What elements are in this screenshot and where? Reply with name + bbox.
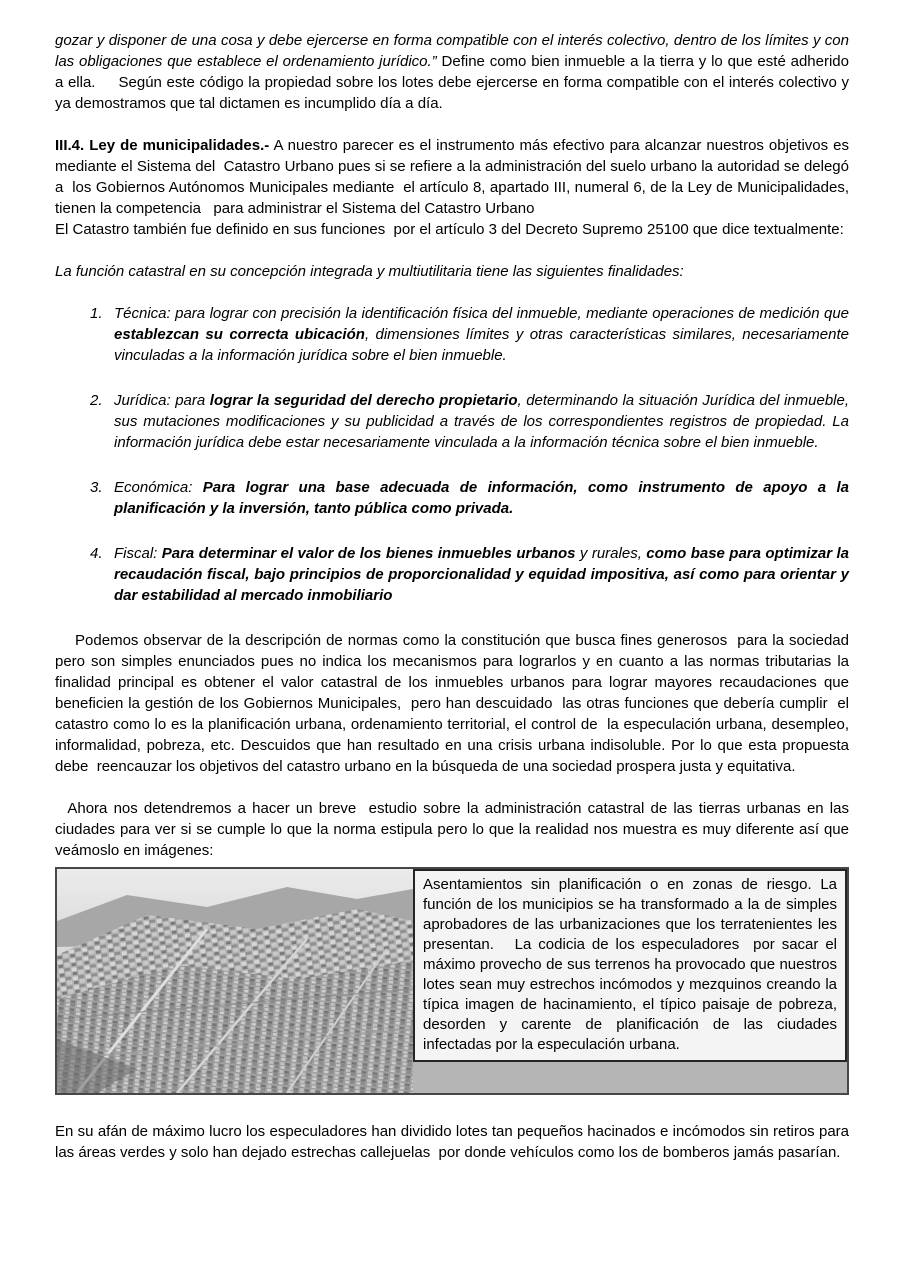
list-item-text [114,543,854,606]
paragraph-section-heading [55,135,854,219]
list-text-bold-segment: establezcan su correcta ubicación [114,326,365,343]
paragraph-afan-lucro [55,1121,854,1163]
figure-asentamientos [55,867,849,1095]
quoted-legal-text: gozar y disponer de una cosa y debe ejercerse en forma compatible con el interés colectivo, dentro de los límites y con las obligaciones que establece el ordenamiento jurídico.” [55,32,854,70]
paragraph-ahora [55,798,854,861]
list-text-bold-segment: lograr la seguridad del derecho propietario [209,392,518,409]
hillside-city-photo [57,869,413,1093]
list-text-bold-segment: Para determinar el valor de los bienes inmuebles urbanos [161,545,576,562]
list-text-segment: Jurídica: para [114,392,210,409]
list-item-text [114,390,854,453]
paragraph-text: El Catastro también fue definido en sus funciones por el artículo 3 del Decreto Supremo 25100 que dice textualmente: [55,221,844,238]
list-number: 2. [90,392,103,409]
list-text-segment: Técnica: para lograr con precisión la identificación física del inmueble, mediante operaciones de medición que [114,305,854,322]
list-text-segment: Fiscal: [114,545,162,562]
list-text-segment: , dimensiones límites y otras características similares, necesariamente vinculadas a la información jurídica sobre el bien inmueble. [114,326,854,364]
figure-caption-column [413,869,847,1093]
paragraph-decreto [55,219,849,240]
figure-caption-text: Asentamientos sin planificación o en zonas de riesgo. La función de los municipios se ha transformado a la de simples aprobadores de las urbanizaciones que los terratenientes les presentan. La codicia de los especuladores por sacar el máximo provecho de sus terrenos ha provocado que nuestros lotes sean muy estrechos incómodos y mezquinos creando la típica imagen de hacinamiento, el típico paisaje de pobreza, desorden y carente de planificación de las ciudades infectadas por la especulación urbana. [423,876,842,1053]
list-item-text [114,303,854,366]
paragraph-text: En su afán de máximo lucro los especuladores han dividido lotes tan pequeños hacinados e incómodos sin retiros para las áreas verdes y solo han dejado estrechas callejuelas por donde vehículos como los de bomberos jamás pasarían. [55,1123,854,1161]
paragraph-text: Define como bien inmueble a la tierra y lo que esté adherido a ella. Según este código la propiedad sobre los lotes debe ejercerse en forma compatible con el interés colectivo y ya demostramos que tal dictamen es incumplido día a día. [55,53,854,112]
paragraph-text: A nuestro parecer es el instrumento más efectivo para alcanzar nuestros objetivos es mediante el Sistema del Catastro Urbano pues si se refiere a la administración del suelo urbano la autoridad se delegó a los Gobiernos Autónomos Municipales mediante el artículo 8, apartado III, numeral 6, de la Ley de Municipalidades, tienen la competencia para administrar el Sistema del Catastro Urbano [55,137,854,217]
list-number: 4. [90,545,103,562]
section-heading: III.4. Ley de municipalidades.- [55,137,270,154]
list-item-economica [55,477,854,519]
paragraph-text: La función catastral en su concepción integrada y multiutilitaria tiene las siguientes finalidades: [55,263,684,280]
figure-caption-box [413,869,847,1062]
list-item-text [114,477,854,519]
list-text-bold-segment: Para lograr una base adecuada de información, como instrumento de apoyo a la planificación y la inversión, tanto pública como privada. [114,479,854,517]
paragraph-podemos-observar [55,630,854,777]
finalidades-list [55,303,854,606]
paragraph-text: Ahora nos detendremos a hacer un breve estudio sobre la administración catastral de las tierras urbanas en las ciudades para ver si se cumple lo que la norma estipula pero lo que la realidad nos muestra es muy diferente así que veámoslo en imágenes: [55,800,854,859]
list-item-fiscal [55,543,854,606]
list-text-segment: , determinando la situación Jurídica del inmueble, sus mutaciones modificaciones y su publicidad a través de los correspondientes registros de propiedad. La información jurídica debe estar necesariamente vinculada a la información técnica sobre el bien inmueble. [114,392,854,451]
list-text-segment: y rurales, [575,545,647,562]
list-text-bold-segment: como base para optimizar la recaudación fiscal, bajo principios de proporcionalidad y equidad impositiva, así como para orientar y dar estabilidad al mercado inmobiliario [114,545,854,604]
list-item-tecnica [55,303,854,366]
list-item-juridica [55,390,854,453]
paragraph-funcion-catastral [55,261,849,282]
list-number: 1. [90,305,103,322]
paragraph-text: Podemos observar de la descripción de normas como la constitución que busca fines generosos para la sociedad pero son simples enunciados pues no indica los mecanismos para lograrlos y en cuanto a las normas tributarias la finalidad principal es obtener el valor catastral de los inmuebles urbanos para lograr mayores recaudaciones que beneficien la gestión de los Gobiernos Municipales, pero han descuidado las otras funciones que debería cumplir el catastro como lo es la planificación urbana, ordenamiento territorial, el control de la especulación urbana, desempleo, informalidad, pobreza, etc. Descuidos que han resultado en una crisis urbana indisoluble. Por lo que esta propuesta debe reencauzar los objetivos del catastro urbano en la búsqueda de una sociedad prospera justa y equitativa. [55,632,854,775]
paragraph-code-quote [55,30,854,114]
list-number: 3. [90,479,103,496]
list-text-segment: Económica: [114,479,203,496]
